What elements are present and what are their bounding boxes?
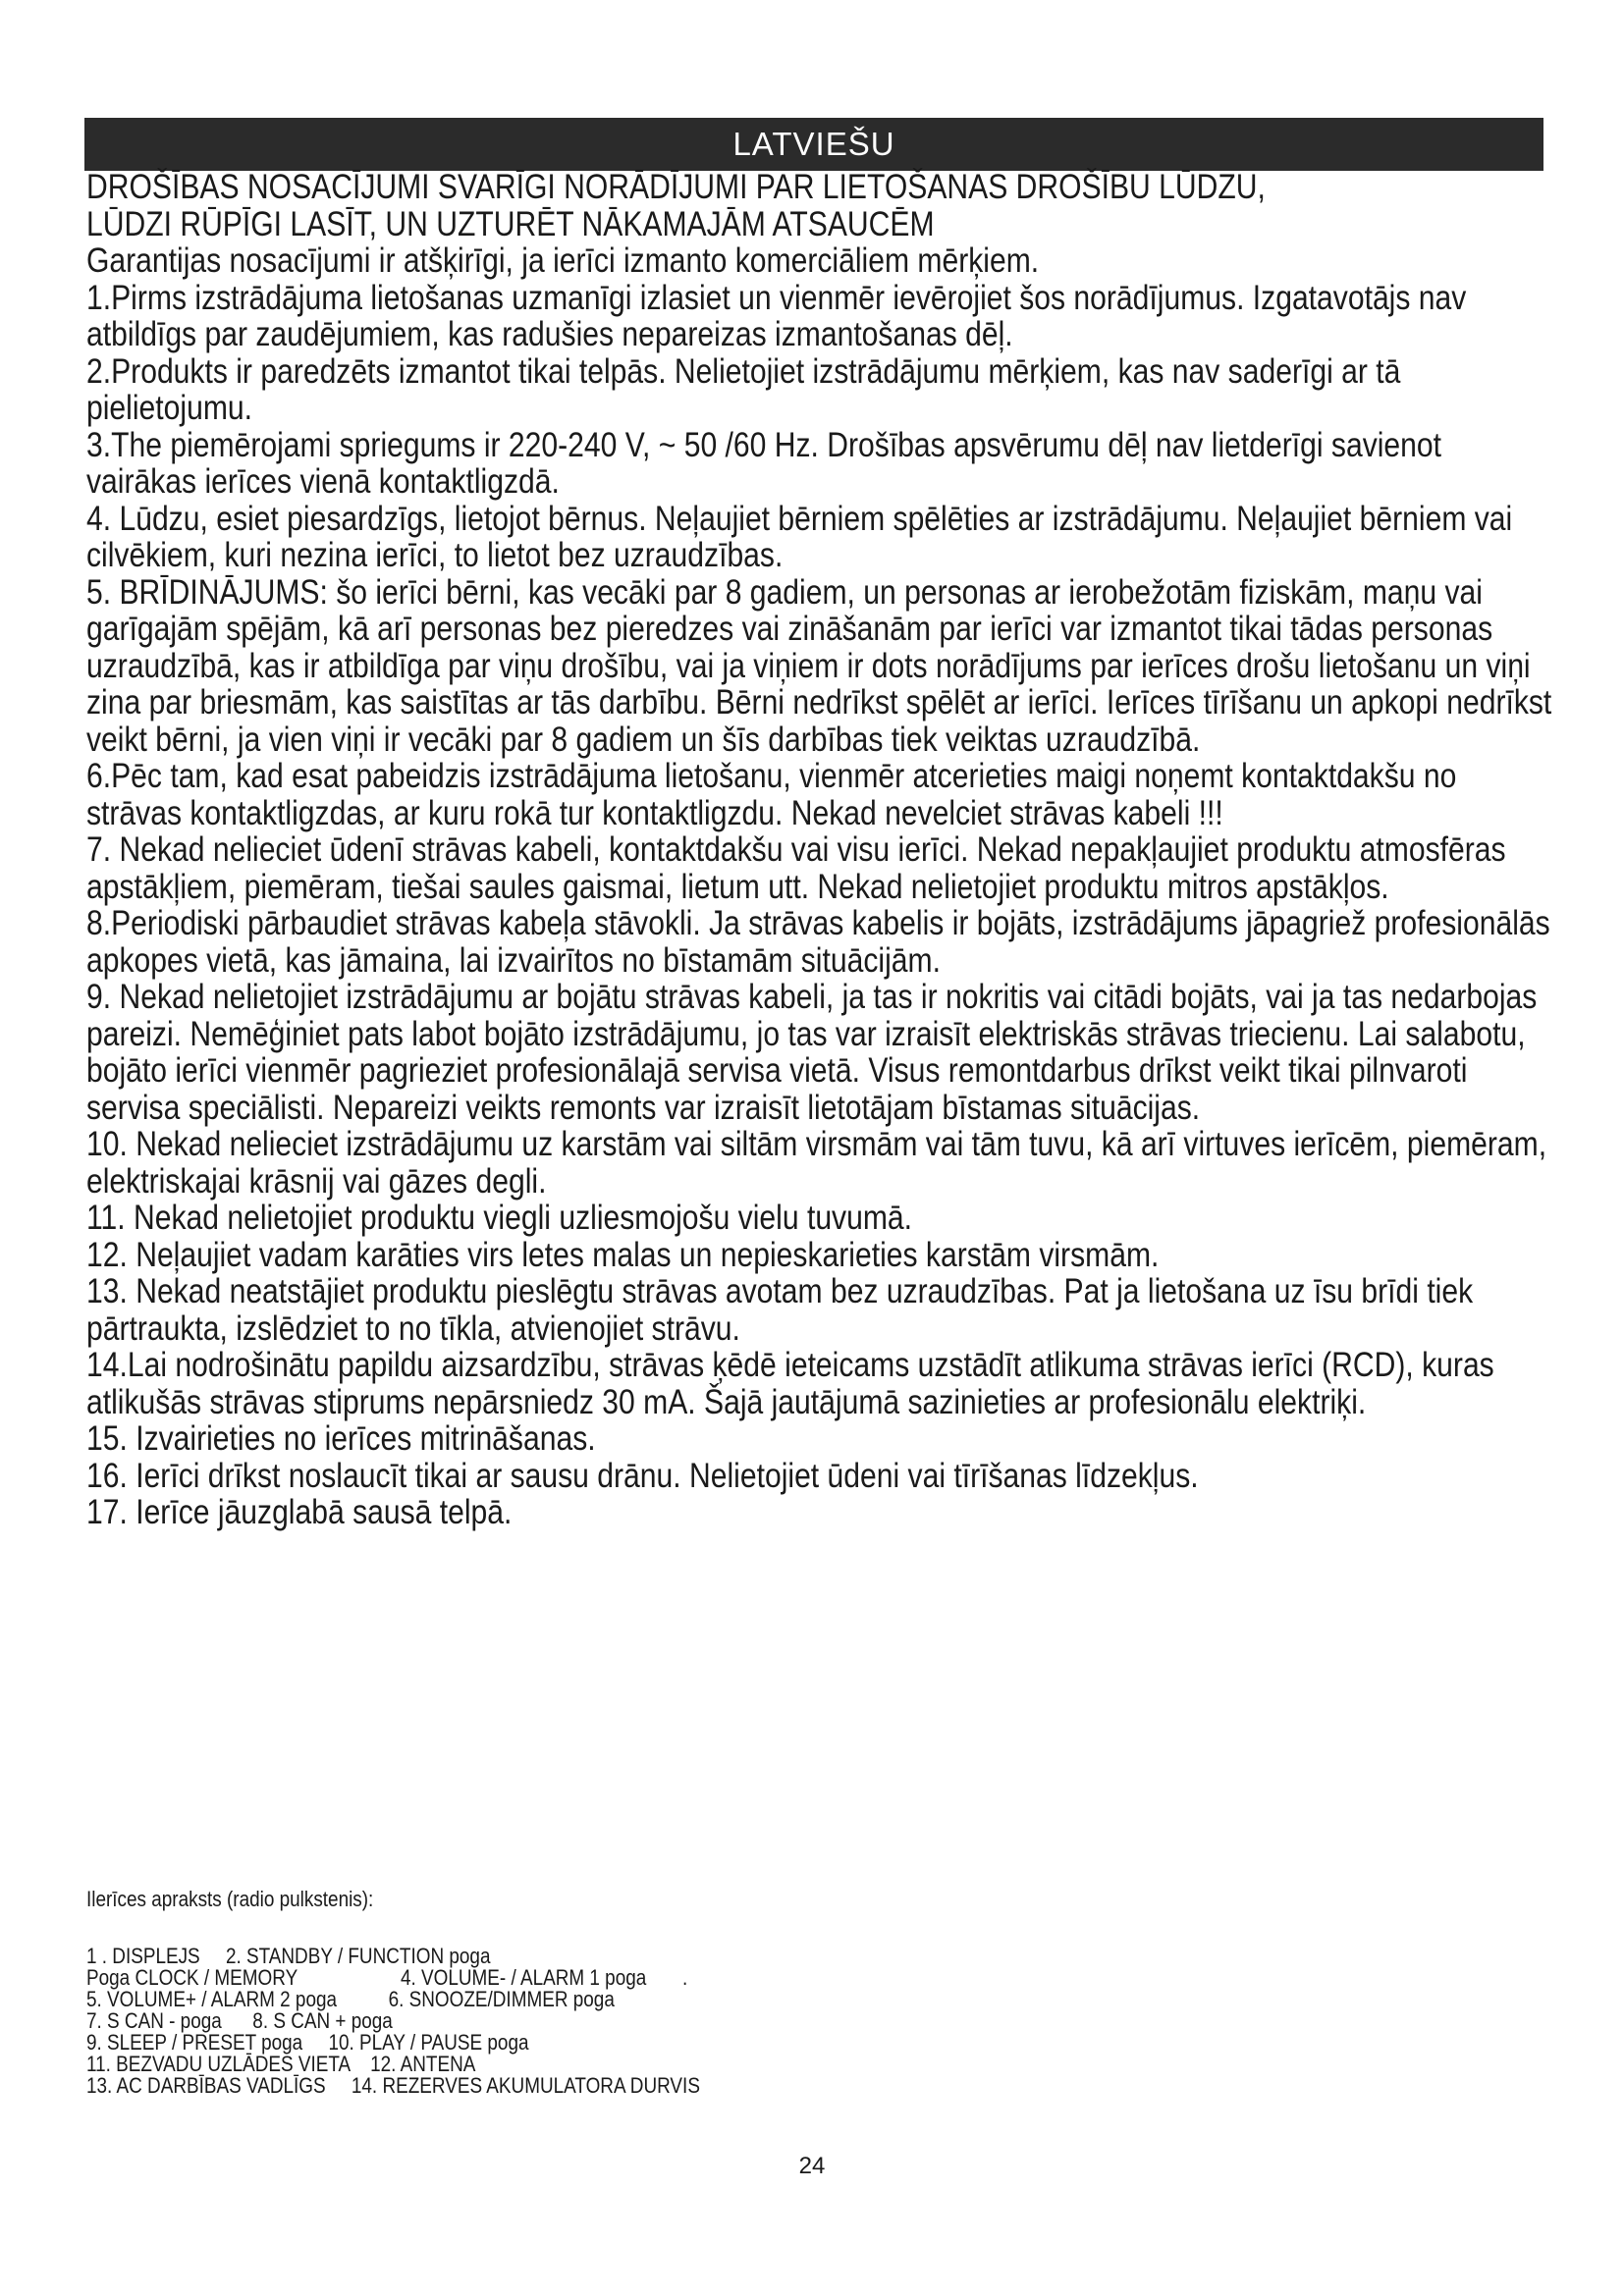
language-header-bar bbox=[84, 118, 1543, 171]
safety-section bbox=[86, 169, 1559, 1531]
safety-item-16: 16. Ierīci drīkst noslaucīt tikai ar sausu drānu. Nelietojiet ūdeni vai tīrīšanas līdzekļus. bbox=[86, 1456, 1199, 1495]
language-label: LATVIEŠU bbox=[732, 126, 895, 162]
safety-item-2: 2.Produkts ir paredzēts izmantot tikai telpās. Nelietojiet izstrādājumu mērķiem, kas nav saderīgi ar tā pielietojumu. bbox=[86, 351, 1401, 427]
parts-line-4: 7. S CAN - poga 8. S CAN + poga bbox=[86, 2008, 393, 2033]
safety-item-11: 11. Nekad nelietojiet produktu viegli uzliesmojošu vielu tuvumā. bbox=[86, 1199, 913, 1237]
safety-item-13: 13. Nekad neatstājiet produktu pieslēgtu strāvas avotam bez uzraudzības. Pat ja lietošana uz īsu brīdi tiek pārtraukta, izslēdziet to no tīkla, atvienojiet strāvu. bbox=[86, 1272, 1474, 1348]
safety-item-6: 6.Pēc tam, kad esat pabeidzis izstrādājuma lietošanu, vienmēr atcerieties maigi noņemt kontaktdakšu no strāvas kontaktligzdas, ar kuru rokā tur kontaktligzdu. Nekad nevelciet strāvas kabeli !!! bbox=[86, 757, 1457, 832]
parts-line-2: Poga CLOCK / MEMORY 4. VOLUME- / ALARM 1 poga . bbox=[86, 1965, 688, 1990]
device-description-heading: Ilerīces apraksts (radio pulkstenis): bbox=[86, 1887, 374, 1911]
parts-line-5: 9. SLEEP / PRESET poga 10. PLAY / PAUSE poga bbox=[86, 2030, 529, 2055]
safety-item-14: 14.Lai nodrošinātu papildu aizsardzību, strāvas ķēdē ieteicams uzstādīt atlikuma strāvas ierīci (RCD), kuras atlikušās strāvas stiprums nepārsniedz 30 mA. Šajā jautājumā sazinieties ar profesionālu elektriķi. bbox=[86, 1346, 1494, 1421]
safety-item-8: 8.Periodiski pārbaudiet strāvas kabeļa stāvokli. Ja strāvas kabelis ir bojāts, izstrādājums jāpagriež profesionālās apkopes vietā, kas jāmaina, lai izvairītos no bīstamām situācijām. bbox=[86, 904, 1550, 980]
parts-line-6: 11. BEZVADU UZLĀDES VIETA 12. ANTENA bbox=[86, 2052, 476, 2076]
safety-item-12: 12. Neļaujiet vadam karāties virs letes malas un nepieskarieties karstām virsmām. bbox=[86, 1235, 1160, 1274]
safety-item-3: 3.The piemērojami spriegums ir 220-240 V, ~ 50 /60 Hz. Drošības apsvērumu dēļ nav lietderīgi savienot vairākas ierīces vienā kontaktligzdā. bbox=[86, 425, 1442, 501]
parts-line-3: 5. VOLUME+ / ALARM 2 poga 6. SNOOZE/DIMMER poga bbox=[86, 1987, 615, 2011]
safety-item-10: 10. Nekad nelieciet izstrādājumu uz karstām vai siltām virsmām vai tām tuvu, kā arī virtuves ierīcēm, piemēram, elektriskajai krāsnij vai gāzes degli. bbox=[86, 1125, 1547, 1201]
safety-item-17: 17. Ierīce jāuzglabā sausā telpā. bbox=[86, 1493, 513, 1531]
safety-item-15: 15. Izvairieties no ierīces mitrināšanas. bbox=[86, 1419, 596, 1458]
safety-item-9: 9. Nekad nelietojiet izstrādājumu ar bojātu strāvas kabeli, ja tas ir nokritis vai citādi bojāts, vai ja tas nedarbojas pareizi. Nemēģiniet pats labot bojāto izstrādājumu, jo tas var izraisīt elektriskās strāvas triecienu. Lai salabotu, bojāto ierīci vienmēr pagrieziet profesionālajā servisa vietā. Visus remontdarbus drīkst veikt tikai pilnvaroti servisa speciālisti. Nepareizi veikts remonts var izraisīt lietotājam bīstamas situācijas. bbox=[86, 978, 1538, 1127]
device-parts-text bbox=[86, 1946, 1265, 2097]
safety-text-block bbox=[86, 169, 1559, 1531]
safety-title-line-2: LŪDZI RŪPĪGI LASĪT, UN UZTURĒT NĀKAMAJĀM ATSAUCĒM bbox=[86, 204, 935, 243]
safety-item-1: 1.Pirms izstrādājuma lietošanas uzmanīgi izlasiet un vienmēr ievērojiet šos norādījumus. Izgatavotājs nav atbildīgs par zaudējumiem, kas radušies nepareizas izmantošanas dēļ. bbox=[86, 278, 1467, 353]
safety-intro: Garantijas nosacījumi ir atšķirīgi, ja ierīci izmanto komerciāliem mērķiem. bbox=[86, 241, 1040, 280]
device-parts-list bbox=[86, 1946, 1265, 2097]
safety-item-7: 7. Nekad nelieciet ūdenī strāvas kabeli, kontaktdakšu vai visu ierīci. Nekad nepakļaujiet produktu atmosfēras apstākļiem, piemēram, tiešai saules gaismai, lietum utt. Nekad nelietojiet produktu mitros apstākļos. bbox=[86, 830, 1506, 906]
page-number: 24 bbox=[798, 2153, 826, 2179]
parts-line-7: 13. AC DARBĪBAS VADLĪGS 14. REZERVES AKUMULATORA DURVIS bbox=[86, 2073, 700, 2098]
parts-line-1: 1 . DISPLEJS 2. STANDBY / FUNCTION poga bbox=[86, 1944, 491, 1968]
safety-item-4: 4. Lūdzu, esiet piesardzīgs, lietojot bērnus. Neļaujiet bērniem spēlēties ar izstrādājumu. Neļaujiet bērniem vai cilvēkiem, kuri nezina ierīci, to lietot bez uzraudzības. bbox=[86, 499, 1513, 574]
safety-item-5: 5. BRĪDINĀJUMS: šo ierīci bērni, kas vecāki par 8 gadiem, un personas ar ierobežotām fiziskām, maņu vai garīgajām spējām, kā arī personas bez pieredzes vai zināšanām par ierīci var izmantot tikai tādas personas uzraudzībā, kas ir atbildīga par viņu drošību, vai ja viņiem ir dots norādījums par ierīces drošu lietošanu un viņi zina par briesmām, kas saistītas ar tās darbību. Bērni nedrīkst spēlēt ar ierīci. Ierīces tīrīšanu un apkopi nedrīkst veikt bērni, ja vien viņi ir vecāki par 8 gadiem un šīs darbības tiek veiktas uzraudzībā. bbox=[86, 572, 1552, 759]
device-description-section bbox=[86, 1887, 1265, 1912]
safety-title-line-1: DROŠĪBAS NOSACĪJUMI SVARĪGI NORĀDĪJUMI PAR LIETOŠANAS DROŠĪBU LŪDZU, bbox=[86, 168, 1266, 206]
